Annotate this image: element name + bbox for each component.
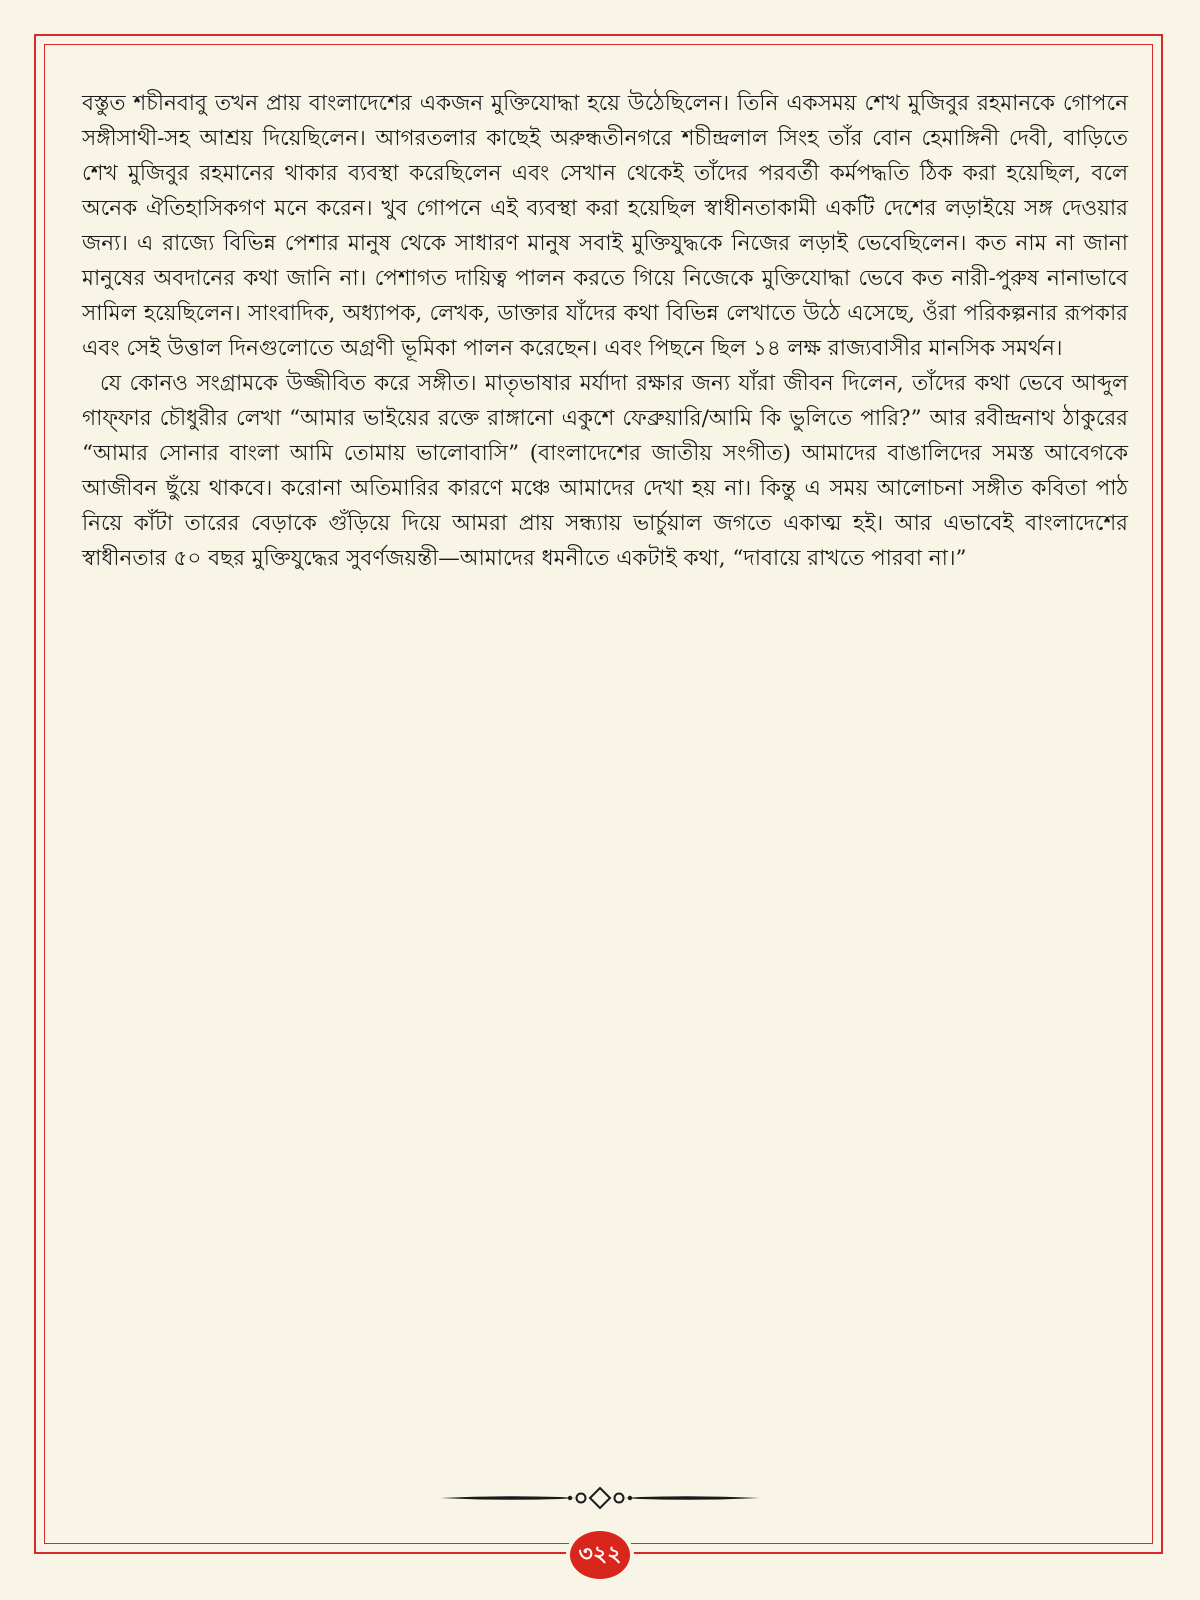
ornamental-divider-icon	[440, 1486, 760, 1510]
page-number-badge: ৩২২	[570, 1531, 630, 1579]
paragraph-2: যে কোনও সংগ্রামকে উজ্জীবিত করে সঙ্গীত। মাতৃভাষার মর্যাদা রক্ষার জন্য যাঁরা জীবন দিলেন, তাঁদের কথা ভেবে আব্দুল গাফ্ফার চৌধুরীর লেখা “আমার ভাইয়ের রক্তে রাঙ্গানো একুশে ফেব্রুয়ারি/আমি কি ভুলিতে পারি?” আর রবীন্দ্রনাথ ঠাকুরের “আমার সোনার বাংলা আমি তোমায় ভালোবাসি” (বাংলাদেশের জাতীয় সংগীত) আমাদের বাঙালিদের সমস্ত আবেগকে আজীবন ছুঁয়ে থাকবে। করোনা অতিমারির কারণে মঞ্চে আমাদের দেখা হয় না। কিন্তু এ সময় আলোচনা সঙ্গীত কবিতা পাঠ নিয়ে কাঁটা তারের বেড়াকে গুঁড়িয়ে দিয়ে আমরা প্রায় সন্ধ্যায় ভার্চুয়াল জগতে একাত্ম হই। আর এভাবেই বাংলাদেশের স্বাধীনতার ৫০ বছর মুক্তিযুদ্ধের সুবর্ণজয়ন্তী—আমাদের ধমনীতে একটাই কথা, “দাবায়ে রাখতে পারবা না।”	[82, 371, 1128, 571]
paragraph-1: বস্তুত শচীনবাবু তখন প্রায় বাংলাদেশের একজন মুক্তিযোদ্ধা হয়ে উঠেছিলেন। তিনি একসময় শেখ মুজিবুর রহমানকে গোপনে সঙ্গীসাথী-সহ আশ্রয় দিয়েছিলেন। আগরতলার কাছেই অরুন্ধতীনগরে শচীন্দ্রলাল সিংহ তাঁর বোন হেমাঙ্গিনী দেবী, বাড়িতে শেখ মুজিবুর রহমানের থাকার ব্যবস্থা করেছিলেন এবং সেখান থেকেই তাঁদের পরবর্তী কর্মপদ্ধতি ঠিক করা হয়েছিল, বলে অনেক ঐতিহাসিকগণ মনে করেন। খুব গোপনে এই ব্যবস্থা করা হয়েছিল স্বাধীনতাকামী একটি দেশের লড়াইয়ে সঙ্গ দেওয়ার জন্য। এ রাজ্যে বিভিন্ন পেশার মানুষ থেকে সাধারণ মানুষ সবাই মুক্তিযুদ্ধকে নিজের লড়াই ভেবেছিলেন। কত নাম না জানা মানুষের অবদানের কথা জানি না। পেশাগত দায়িত্ব পালন করতে গিয়ে নিজেকে মুক্তিযোদ্ধা ভেবে কত নারী-পুরুষ নানাভাবে সামিল হয়েছিলেন। সাংবাদিক, অধ্যাপক, লেখক, ডাক্তার যাঁদের কথা বিভিন্ন লেখাতে উঠে এসেছে, ওঁরা পরিকল্পনার রূপকার এবং সেই উত্তাল দিনগুলোতে অগ্রণী ভূমিকা পালন করেছেন। এবং পিছনে ছিল ১৪ লক্ষ রাজ্যবাসীর মানসিক সমর্থন।	[82, 91, 1128, 361]
article-body	[82, 86, 1128, 576]
